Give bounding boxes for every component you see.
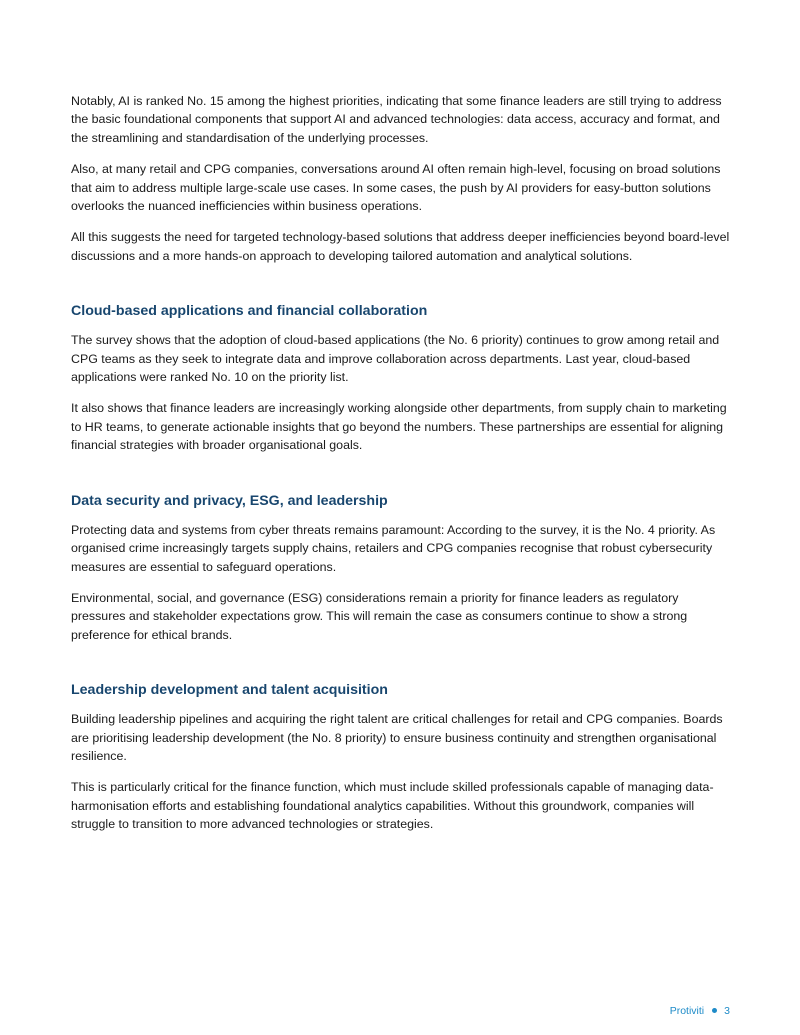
section-cloud-applications xyxy=(71,302,731,454)
section-paragraph: This is particularly critical for the finance function, which must include skilled professionals capable of managing data-harmonisation efforts and establishing foundational analytics capabilities. Without this groundwork, companies will struggle to transition to more advanced technologies or strategies. xyxy=(71,780,714,832)
section-data-security xyxy=(71,492,731,644)
section-heading: Leadership development and talent acquisition xyxy=(71,682,388,699)
bullet-dot-icon xyxy=(712,1008,717,1013)
section-heading: Data security and privacy, ESG, and leadership xyxy=(71,492,388,509)
intro-block xyxy=(71,92,731,265)
section-paragraph: Protecting data and systems from cyber threats remains paramount: According to the survey, it is the No. 4 priority. As organised crime increasingly targets supply chains, retailers and CPG companies recognise that robust cybersecurity measures are essential to safeguard operations. xyxy=(71,522,716,574)
section-heading: Cloud-based applications and financial collaboration xyxy=(71,303,428,320)
intro-paragraph: Also, at many retail and CPG companies, conversations around AI often remain high-level, focusing on broad solutions that aim to address multiple large-scale use cases. In some cases, the push by AI providers for easy-button solutions overlooks the nuanced inefficiencies within business operations. xyxy=(71,162,721,214)
intro-paragraph: Notably, AI is ranked No. 15 among the highest priorities, indicating that some finance leaders are still trying to address the basic foundational components that support AI and advanced technologies: data access, accuracy and format, and the streamlining and standardisation of the underlying processes. xyxy=(71,94,722,145)
document-body xyxy=(71,92,731,847)
intro-paragraph: All this suggests the need for targeted technology-based solutions that address deeper inefficiencies beyond board-level discussions and a more hands-on approach to developing tailored automation and analytical solutions. xyxy=(71,230,730,263)
section-paragraph: Environmental, social, and governance (ESG) considerations remain a priority for finance leaders as regulatory pressures and stakeholder expectations grow. This will remain the case as consumers continue to show a strong preference for ethical brands. xyxy=(71,590,688,642)
section-leadership-development xyxy=(71,681,731,833)
section-paragraph: The survey shows that the adoption of cloud-based applications (the No. 6 priority) continues to grow among retail and CPG teams as they seek to integrate data and improve collaboration across departments. Last year, cloud-based applications were ranked No. 10 on the priority list. xyxy=(71,333,720,385)
page-footer xyxy=(670,1004,730,1018)
section-paragraph: Building leadership pipelines and acquiring the right talent are critical challenges for retail and CPG companies. Boards are prioritising leadership development (the No. 8 priority) to ensure business continuity and strengthen organisational resilience. xyxy=(71,712,723,763)
footer-brand: Protiviti xyxy=(669,1005,705,1017)
page-number: 3 xyxy=(724,1005,730,1017)
section-paragraph: It also shows that finance leaders are increasingly working alongside other departments, from supply chain to marketing to HR teams, to generate actionable insights that go beyond the numbers. These partnerships are essential for aligning financial strategies with broader organisational goals. xyxy=(71,401,727,453)
